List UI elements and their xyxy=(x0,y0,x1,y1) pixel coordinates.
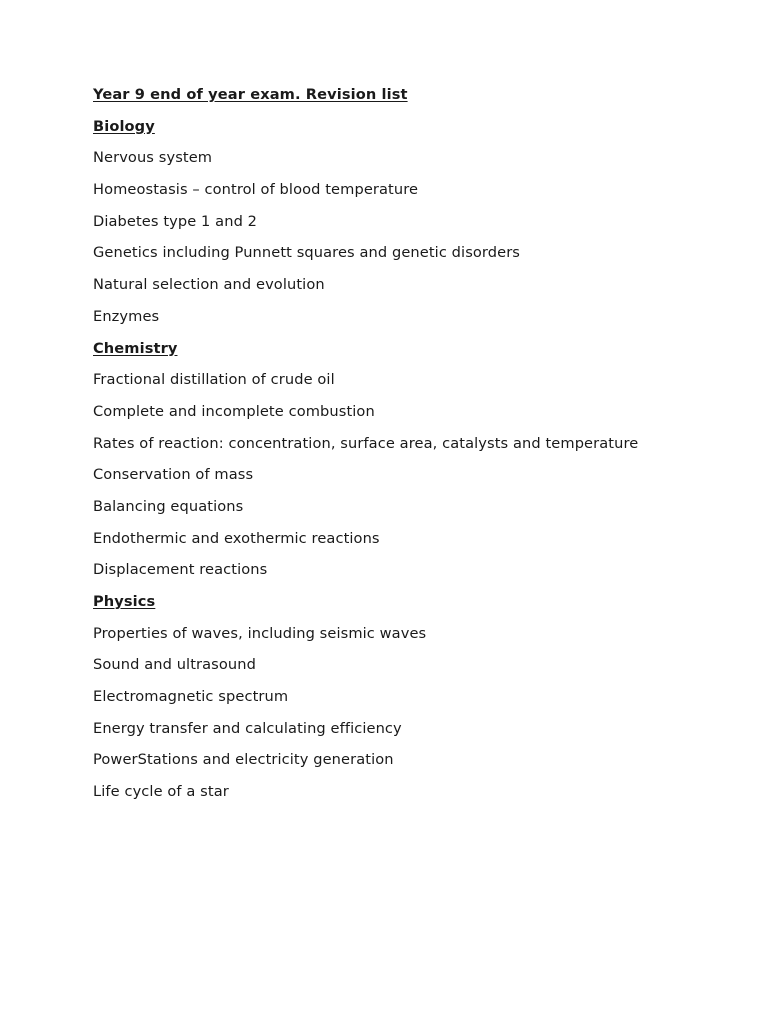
list-item: Properties of waves, including seismic waves xyxy=(93,624,427,642)
list-item: Nervous system xyxy=(93,149,213,167)
list-item: Enzymes xyxy=(93,307,160,325)
list-item: Endothermic and exothermic reactions xyxy=(93,529,380,547)
list-item: Diabetes type 1 and 2 xyxy=(93,212,258,230)
list-item: Life cycle of a star xyxy=(93,783,229,801)
document-page xyxy=(93,86,733,815)
list-item: Fractional distillation of crude oil xyxy=(93,371,335,389)
list-item: Balancing equations xyxy=(93,497,244,515)
list-item: Electromagnetic spectrum xyxy=(93,688,289,706)
section-heading-physics: Physics xyxy=(93,593,156,610)
list-item: Conservation of mass xyxy=(93,466,254,484)
section-biology xyxy=(93,118,733,326)
list-item: Displacement reactions xyxy=(93,561,268,579)
section-physics xyxy=(93,593,733,801)
list-item: Homeostasis – control of blood temperature xyxy=(93,181,419,199)
document-title: Year 9 end of year exam. Revision list xyxy=(93,86,408,103)
list-item: Energy transfer and calculating efficiency xyxy=(93,719,402,737)
section-chemistry xyxy=(93,340,733,580)
list-item: Sound and ultrasound xyxy=(93,656,256,674)
list-item: Complete and incomplete combustion xyxy=(93,402,375,420)
list-item: Natural selection and evolution xyxy=(93,276,325,294)
section-heading-biology: Biology xyxy=(93,117,155,135)
list-item: Genetics including Punnett squares and genetic disorders xyxy=(93,244,521,262)
list-item: Rates of reaction: concentration, surface area, catalysts and temperature xyxy=(93,434,639,452)
section-heading-chemistry: Chemistry xyxy=(93,339,178,357)
list-item: PowerStations and electricity generation xyxy=(93,751,394,769)
